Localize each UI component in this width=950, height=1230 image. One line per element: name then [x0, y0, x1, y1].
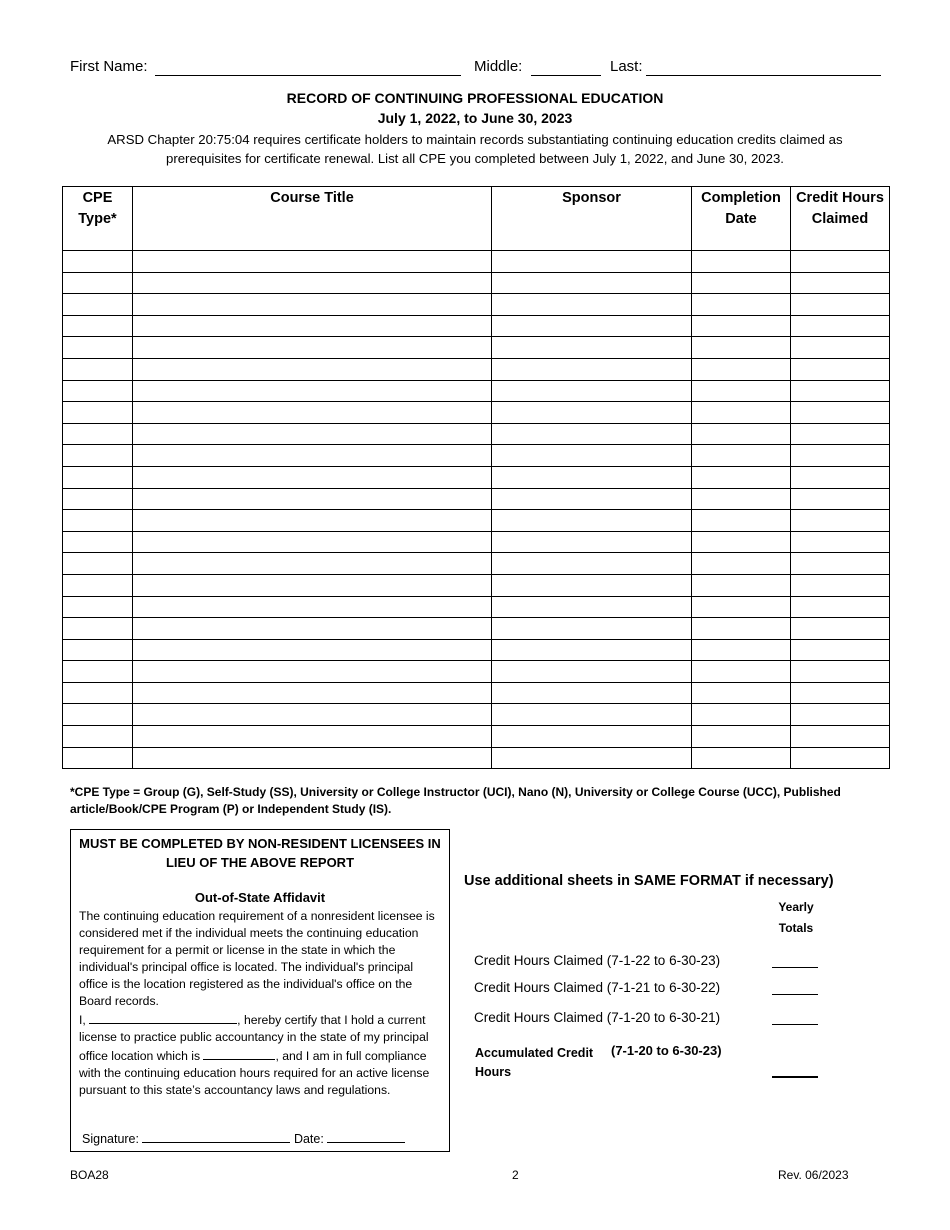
table-row: [63, 402, 890, 424]
credit-hours-total-1[interactable]: [772, 967, 818, 968]
course-title-cell[interactable]: [133, 726, 492, 748]
course-title-cell[interactable]: [133, 445, 492, 467]
completion-date-cell[interactable]: [692, 423, 791, 445]
totals-label: Totals: [778, 921, 814, 935]
completion-date-cell[interactable]: [692, 531, 791, 553]
sponsor-cell[interactable]: [492, 531, 692, 553]
completion-date-cell[interactable]: [692, 661, 791, 683]
completion-date-cell[interactable]: [692, 272, 791, 294]
completion-date-cell[interactable]: [692, 639, 791, 661]
completion-date-cell[interactable]: [692, 337, 791, 359]
signature-row: [82, 1129, 405, 1146]
completion-date-cell[interactable]: [692, 294, 791, 316]
table-row: [63, 618, 890, 640]
completion-date-cell[interactable]: [692, 488, 791, 510]
col-header-sponsor: Sponsor: [492, 187, 692, 251]
table-row: [63, 294, 890, 316]
cpe-type-cell[interactable]: [63, 402, 133, 424]
middle-name-label: Middle:: [474, 58, 523, 75]
yearly-label: Yearly: [778, 900, 814, 914]
table-row: [63, 466, 890, 488]
credit-hours-total-3[interactable]: [772, 1024, 818, 1025]
sponsor-cell[interactable]: [492, 618, 692, 640]
accumulated-line-1: Accumulated Credit: [475, 1046, 594, 1060]
course-title-cell[interactable]: [133, 531, 492, 553]
sponsor-cell[interactable]: [492, 488, 692, 510]
table-row: [63, 531, 890, 553]
credit-hours-cell[interactable]: [791, 639, 890, 661]
signature-label: Signature:: [82, 1132, 139, 1146]
cpe-type-cell[interactable]: [63, 747, 133, 769]
col-header-cpe-type: CPE Type*: [63, 187, 133, 251]
table-row: [63, 423, 890, 445]
col-header-completion-date: Completion Date: [692, 187, 791, 251]
completion-date-cell[interactable]: [692, 251, 791, 273]
cpe-type-cell[interactable]: [63, 272, 133, 294]
cpe-type-cell[interactable]: [63, 294, 133, 316]
cpe-type-cell[interactable]: [63, 466, 133, 488]
sponsor-cell[interactable]: [492, 682, 692, 704]
credit-hours-cell[interactable]: [791, 358, 890, 380]
sponsor-cell[interactable]: [492, 423, 692, 445]
accumulated-total[interactable]: [772, 1076, 818, 1078]
completion-date-cell[interactable]: [692, 402, 791, 424]
additional-sheets-note: Use additional sheets in SAME FORMAT if necessary): [464, 873, 834, 889]
affidavit-box: [70, 829, 450, 1152]
course-title-cell[interactable]: [133, 639, 492, 661]
cpe-type-cell[interactable]: [63, 423, 133, 445]
sponsor-cell[interactable]: [492, 747, 692, 769]
course-title-cell[interactable]: [133, 294, 492, 316]
completion-date-cell[interactable]: [692, 553, 791, 575]
col-header-course-title: Course Title: [133, 187, 492, 251]
credit-hours-cell[interactable]: [791, 315, 890, 337]
table-row: [63, 726, 890, 748]
form-id: BOA28: [70, 1168, 109, 1182]
affidavit-heading: MUST BE COMPLETED BY NON-RESIDENT LICENSEES IN LIEU OF THE ABOVE REPORT: [79, 836, 441, 870]
certify-mid: , hereby certify that I hold a current license to practice public accountancy in the state of my principal office location which is: [79, 1013, 429, 1063]
cpe-type-cell[interactable]: [63, 682, 133, 704]
course-title-cell[interactable]: [133, 661, 492, 683]
cpe-type-cell[interactable]: [63, 639, 133, 661]
cpe-type-cell[interactable]: [63, 380, 133, 402]
cpe-type-cell[interactable]: [63, 251, 133, 273]
completion-date-cell[interactable]: [692, 574, 791, 596]
accumulated-label: [475, 1044, 593, 1082]
revision-date: Rev. 06/2023: [778, 1168, 849, 1182]
credit-hours-cell[interactable]: [791, 510, 890, 532]
cpe-type-cell[interactable]: [63, 596, 133, 618]
cpe-type-footnote: *CPE Type = Group (G), Self-Study (SS), University or College Instructor (UCI), Nano (N), University or College Course (UCC), Published article/Book/CPE Program (P) or Independent Study (IS).: [70, 785, 841, 816]
credit-hours-cell[interactable]: [791, 682, 890, 704]
credit-hours-cell[interactable]: [791, 488, 890, 510]
cpe-type-cell[interactable]: [63, 315, 133, 337]
affidavit-paragraph: The continuing education requirement of a nonresident licensee is considered met if the individual meets the continuing education requirement for a permit or license in the state in which the individual's principal office is located. The individual's principal office is the location registered as the individual's office on the Board records.: [79, 909, 435, 1008]
sponsor-cell[interactable]: [492, 337, 692, 359]
course-title-cell[interactable]: [133, 251, 492, 273]
sponsor-cell[interactable]: [492, 661, 692, 683]
sponsor-cell[interactable]: [492, 402, 692, 424]
course-title-cell[interactable]: [133, 704, 492, 726]
credit-hours-cell[interactable]: [791, 402, 890, 424]
sponsor-cell[interactable]: [492, 704, 692, 726]
course-title-cell[interactable]: [133, 574, 492, 596]
col-header-credit-hours: Credit Hours Claimed: [791, 187, 890, 251]
table-row: [63, 358, 890, 380]
credit-hours-row-2: Credit Hours Claimed (7-1-21 to 6-30-22): [474, 980, 721, 995]
form-title: RECORD OF CONTINUING PROFESSIONAL EDUCATION: [286, 90, 664, 106]
completion-date-cell[interactable]: [692, 682, 791, 704]
sponsor-cell[interactable]: [492, 380, 692, 402]
table-row: [63, 661, 890, 683]
completion-date-cell[interactable]: [692, 510, 791, 532]
credit-hours-cell[interactable]: [791, 618, 890, 640]
last-name-label: Last:: [610, 58, 643, 75]
form-period: July 1, 2022, to June 30, 2023: [377, 110, 573, 126]
cpe-type-cell[interactable]: [63, 358, 133, 380]
credit-hours-cell[interactable]: [791, 553, 890, 575]
course-title-cell[interactable]: [133, 423, 492, 445]
completion-date-cell[interactable]: [692, 380, 791, 402]
principal-office-state-field[interactable]: [203, 1046, 275, 1060]
credit-hours-cell[interactable]: [791, 531, 890, 553]
credit-hours-cell[interactable]: [791, 661, 890, 683]
course-title-cell[interactable]: [133, 747, 492, 769]
table-row: [63, 510, 890, 532]
middle-name-field[interactable]: [531, 75, 601, 76]
credit-hours-row-1: Credit Hours Claimed (7-1-22 to 6-30-23): [474, 953, 721, 968]
licensee-name-field[interactable]: [89, 1010, 237, 1024]
course-title-cell[interactable]: [133, 272, 492, 294]
course-title-cell[interactable]: [133, 337, 492, 359]
credit-hours-cell[interactable]: [791, 466, 890, 488]
credit-hours-cell[interactable]: [791, 380, 890, 402]
cpe-type-cell[interactable]: [63, 618, 133, 640]
accumulated-range: (7-1-20 to 6-30-23): [611, 1043, 722, 1058]
credit-hours-total-2[interactable]: [772, 994, 818, 995]
sponsor-cell[interactable]: [492, 315, 692, 337]
cpe-type-cell[interactable]: [63, 510, 133, 532]
sponsor-cell[interactable]: [492, 466, 692, 488]
table-row: [63, 704, 890, 726]
completion-date-cell[interactable]: [692, 466, 791, 488]
completion-date-cell[interactable]: [692, 315, 791, 337]
table-row: [63, 596, 890, 618]
course-title-cell[interactable]: [133, 315, 492, 337]
course-title-cell[interactable]: [133, 466, 492, 488]
table-header-row: [63, 187, 890, 251]
table-body: [63, 251, 890, 769]
course-title-cell[interactable]: [133, 380, 492, 402]
certify-end: , and I am in full compliance with the continuing education hours required for an active license pursuant to this state’s accountancy laws and regulations.: [79, 1049, 430, 1097]
first-name-field[interactable]: [155, 75, 461, 76]
cpe-type-cell[interactable]: [63, 553, 133, 575]
date-label: Date:: [293, 1132, 324, 1146]
sponsor-cell[interactable]: [492, 251, 692, 273]
completion-date-cell[interactable]: [692, 726, 791, 748]
credit-hours-cell[interactable]: [791, 596, 890, 618]
sponsor-cell[interactable]: [492, 726, 692, 748]
course-title-cell[interactable]: [133, 510, 492, 532]
completion-date-cell[interactable]: [692, 596, 791, 618]
cpe-type-cell[interactable]: [63, 531, 133, 553]
table-row: [63, 251, 890, 273]
credit-hours-cell[interactable]: [791, 337, 890, 359]
course-title-cell[interactable]: [133, 553, 492, 575]
table-row: [63, 445, 890, 467]
cpe-type-cell[interactable]: [63, 726, 133, 748]
completion-date-cell[interactable]: [692, 358, 791, 380]
sponsor-cell[interactable]: [492, 510, 692, 532]
sponsor-cell[interactable]: [492, 294, 692, 316]
sponsor-cell[interactable]: [492, 596, 692, 618]
table-row: [63, 337, 890, 359]
table-row: [63, 682, 890, 704]
signature-field[interactable]: [142, 1129, 290, 1143]
cpe-type-cell[interactable]: [63, 445, 133, 467]
table-row: [63, 380, 890, 402]
sponsor-cell[interactable]: [492, 272, 692, 294]
completion-date-cell[interactable]: [692, 445, 791, 467]
credit-hours-cell[interactable]: [791, 423, 890, 445]
table-row: [63, 639, 890, 661]
intro-text: ARSD Chapter 20:75:04 requires certificate holders to maintain records substantiating continuing education credits claimed as prerequisites for certificate renewal. List all CPE you completed between July 1, 2022, and June 30, 2023.: [107, 132, 843, 166]
table-row: [63, 574, 890, 596]
credit-hours-cell[interactable]: [791, 445, 890, 467]
sponsor-cell[interactable]: [492, 574, 692, 596]
accumulated-line-2: Hours: [475, 1065, 512, 1079]
credit-hours-cell[interactable]: [791, 747, 890, 769]
page-number: 2: [512, 1168, 519, 1182]
cpe-type-cell[interactable]: [63, 704, 133, 726]
course-title-cell[interactable]: [133, 402, 492, 424]
table-row: [63, 315, 890, 337]
table-row: [63, 272, 890, 294]
table-row: [63, 488, 890, 510]
completion-date-cell[interactable]: [692, 618, 791, 640]
sponsor-cell[interactable]: [492, 358, 692, 380]
table-row: [63, 747, 890, 769]
cpe-type-cell[interactable]: [63, 488, 133, 510]
first-name-label: First Name:: [70, 58, 148, 75]
credit-hours-row-3: Credit Hours Claimed (7-1-20 to 6-30-21): [474, 1010, 721, 1025]
credit-hours-cell[interactable]: [791, 294, 890, 316]
course-title-cell[interactable]: [133, 596, 492, 618]
credit-hours-cell[interactable]: [791, 272, 890, 294]
certify-prefix: I,: [79, 1013, 86, 1027]
last-name-field[interactable]: [646, 75, 881, 76]
course-title-cell[interactable]: [133, 618, 492, 640]
table-row: [63, 553, 890, 575]
affidavit-text: [79, 908, 443, 1099]
cpe-log-table: [62, 186, 890, 769]
sponsor-cell[interactable]: [492, 639, 692, 661]
credit-hours-cell[interactable]: [791, 574, 890, 596]
cpe-type-cell[interactable]: [63, 574, 133, 596]
course-title-cell[interactable]: [133, 682, 492, 704]
date-field[interactable]: [327, 1129, 405, 1143]
completion-date-cell[interactable]: [692, 704, 791, 726]
credit-hours-cell[interactable]: [791, 726, 890, 748]
cpe-type-cell[interactable]: [63, 661, 133, 683]
credit-hours-cell[interactable]: [791, 704, 890, 726]
affidavit-subheading: Out-of-State Affidavit: [194, 890, 326, 905]
credit-hours-cell[interactable]: [791, 251, 890, 273]
course-title-cell[interactable]: [133, 488, 492, 510]
completion-date-cell[interactable]: [692, 747, 791, 769]
cpe-type-cell[interactable]: [63, 337, 133, 359]
course-title-cell[interactable]: [133, 358, 492, 380]
sponsor-cell[interactable]: [492, 553, 692, 575]
sponsor-cell[interactable]: [492, 445, 692, 467]
